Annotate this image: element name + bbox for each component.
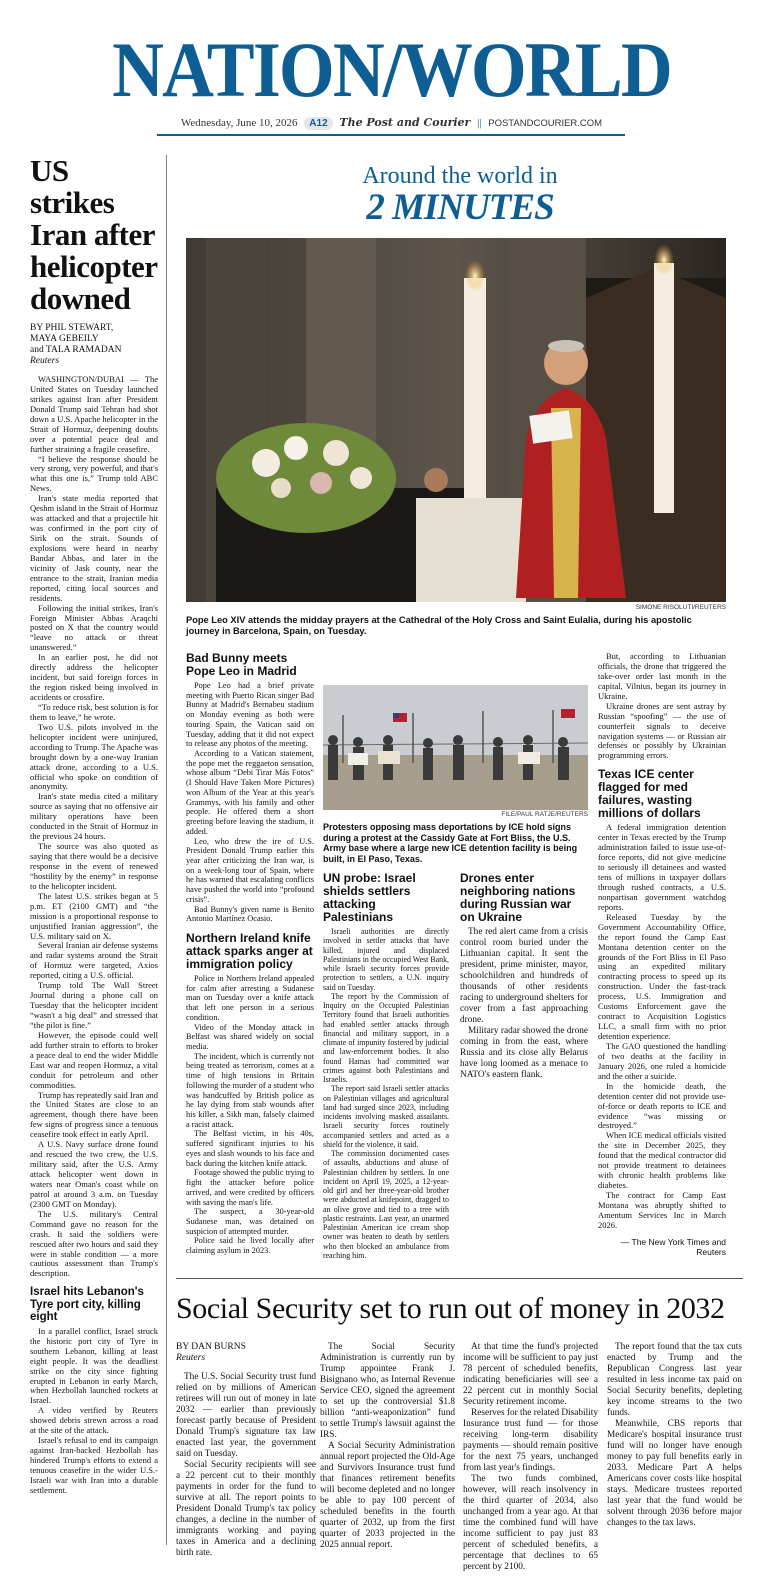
paragraph: A federal immigration detention center in Texas erected by the Trump administration failed to issue use-of-force reports, did not give medicine to seriously ill detainees and wasted tens of millions in taxpayer dollars through rushed contracts, a U.S. nonpartisan government watchdog reports.: [598, 822, 726, 912]
dateline: [0, 116, 783, 130]
feature-kicker: Around the world in: [362, 163, 558, 189]
paragraph: Social Security recipients will see a 22 percent cut to their monthly payments in order for the fund to survive at all. The report points to President Donald Trump's tax policy changes, a decline in the number of immigrants working and paying taxes in America and a declining birth rate.: [176, 1460, 316, 1558]
newspaper-name: The Post and Courier: [339, 116, 471, 129]
section-title: NATION/WORLD: [112, 26, 671, 113]
photo-credit: SIMONE RISOLUTI/REUTERS: [635, 604, 726, 611]
paragraph: According to a Vatican statement, the pope met the reggaeton sensation, whose album “Debi Tirar Más Fotos” (I Should Have Taken More Pictures) won Album of the Year at this year's Grammys, with his family and other people. He offered them a short greeting before leaving the stadium, it added.: [186, 749, 314, 836]
social-security-col-3: [463, 1342, 598, 1573]
northern-ireland-body: [186, 974, 314, 1256]
paragraph: In a parallel conflict, Israel struck the historic port city of Tyre in southern Lebanon, killing at least eight people. It was the deadliest strike on the city since fighting erupted in Lebanon in early March, when Hezbollah launched rockets at Israel.: [30, 1325, 158, 1406]
paragraph: The U.S. Social Security trust fund relied on by millions of American retirees will run out of money in late 2032 — earlier than previously forecast partly because of President Donald Trump's signature tax law enacted last year, the government said on Tuesday.: [176, 1372, 316, 1459]
bad-bunny-headline[interactable]: Bad Bunny meets Pope Leo in Madrid: [186, 651, 297, 678]
ss-body-part: [463, 1342, 598, 1573]
paragraph: Several Iranian air defense systems and radar systems around the Strait of Hormuz were targeted, Axios reported, citing a U.S. official.: [30, 940, 158, 981]
lead-subheadline: Israel hits Lebanon's Tyre port city, killing eight: [30, 1286, 144, 1324]
website[interactable]: POSTANDCOURIER.COM: [488, 118, 603, 129]
paragraph: Police in Northern Ireland appealed for calm after arresting a Sudanese man on Tuesday over a knife attack that left one person in a serious condition.: [186, 973, 314, 1022]
ss-body-part: [176, 1372, 316, 1559]
paragraph: Trump has repeatedly said Iran and the United States are close to an agreement, though there have been few signs of progress since a tenuous ceasefire took effect in early April.: [30, 1089, 158, 1140]
paragraph: Ukraine drones are sent astray by Russian “spoofing” — the use of counterfeit signals to deceive navigation systems — or Russian air defenses or possibly by Ukrainian programming errors.: [598, 700, 726, 761]
ice-protest-photo[interactable]: [323, 685, 588, 810]
ss-byline-source: Reuters: [176, 1353, 206, 1363]
wire-credit: — The New York Times and Reuters: [620, 1236, 726, 1257]
paragraph: Trump told The Wall Street Journal during a phone call on Tuesday that the helicopter incident “wasn't a big deal” and stressed that “the pilot is fine.”: [30, 980, 158, 1030]
paragraph: “I believe the response should be very strong, very powerful, and that's what this one is,” Trump told ABC News.: [30, 453, 158, 494]
drones-headline[interactable]: Drones enter neighboring nations during Russian war on Ukraine: [460, 871, 576, 924]
ice-photo-caption: Protesters opposing mass deportations by ICE hold signs during a protest at the Cassidy Gate at Fort Bliss, the U.S. Army base where a large new ICE detention facility is being built, in El Paso, Texas.: [323, 822, 578, 864]
paragraph: Following the initial strikes, Iran's Foreign Minister Abbas Araqchi posted on X that the country would “leave no attack or threat unanswered.”: [30, 602, 158, 653]
paragraph: However, the episode could well add further strain to efforts to broker a peace deal to end the wider Middle East war and reopen Hormuz, a vital conduit for petroleum and other commodities.: [30, 1029, 158, 1090]
drones-body: [460, 927, 588, 1081]
paragraph: But, according to Lithuanian officials, the drone that triggered the take-over order last month in the capital, Vilnius, began its journey in Ukraine.: [598, 651, 726, 701]
paragraph: Police said he lived locally after claiming asylum in 2023.: [186, 1236, 314, 1256]
paragraph: The report said Israeli settler attacks on Palestinian villages and agricultural land had surged since 2023, including incidents involving masked assailants. Israeli security forces routinely accompanied settlers and acted as a shield for the violence, it said.: [323, 1084, 449, 1149]
social-security-col-1: [176, 1342, 316, 1559]
paragraph: A video verified by Reuters showed debris strewn across a road at the site of the attack.: [30, 1405, 158, 1436]
un-probe-body: [323, 927, 449, 1260]
lead-story: [30, 155, 158, 1496]
lead-headline[interactable]: US strikes Iran after helicopter downed: [30, 153, 158, 316]
paragraph: The source was also quoted as saying that there would be a decisive response in the event of renewed “hostility by the enemy” in response to the helicopter incident.: [30, 841, 158, 891]
briefs-column-1: [186, 652, 314, 1256]
social-security-col-2: [320, 1342, 455, 1551]
paragraph: In the homicide death, the detention center did not provide use-of-force or death reports to ICE and evidence “was missing or destroyed.”: [598, 1080, 726, 1131]
pope-photo[interactable]: [186, 238, 726, 602]
lead-sub-body: [30, 1327, 158, 1496]
northern-ireland-headline[interactable]: Northern Ireland knife attack sparks anger at immigration policy: [186, 930, 313, 971]
paragraph: The GAO questioned the handling of two deaths at the facility in January 2026, one ruled a homicide and the other a suicide.: [598, 1040, 726, 1081]
social-security-headline[interactable]: Social Security set to run out of money in 2032: [176, 1292, 725, 1325]
paragraph: “To reduce risk, best solution is for them to leave,” he wrote.: [30, 701, 158, 722]
drones-continued: [598, 652, 726, 761]
paragraph: The contract for Camp East Montana was abruptly shifted to Amentum Services Inc in March 2026.: [598, 1190, 726, 1230]
paragraph: Video of the Monday attack in Belfast was shared widely on social media.: [186, 1022, 314, 1051]
photo-caption: Pope Leo XIV attends the midday prayers at the Cathedral of the Holy Cross and Saint Eulalia, during his apostolic journey in Barcelona, Spain, on Tuesday.: [186, 615, 692, 636]
byline-line: BY PHIL STEWART,: [30, 323, 114, 333]
ss-body-part: [607, 1342, 742, 1529]
texas-ice-body: [598, 823, 726, 1230]
ss-body-part: [320, 1342, 455, 1551]
paragraph: At that time the fund's projected income will be sufficient to pay just 78 percent of scheduled benefits, indicating beneficiaries will see a 22 percent cut in monthly Social Security retirement income.: [463, 1342, 598, 1407]
paragraph: When ICE medical officials visited the site in December 2025, they found that the medical contractor did not provide treatment to detainees with chronic health problems like diabetes.: [598, 1130, 726, 1191]
paragraph: The report found that the tax cuts enacted by Trump and the Republican Congress last year resulted in less income tax paid on Social Security benefits, depleting key income streams to the two funds.: [607, 1342, 742, 1418]
paragraph: Reserves for the related Disability Insurance trust fund — for those receiving long-term disability payments — should remain positive for the next 75 years, unchanged from last year's findings.: [463, 1408, 599, 1473]
paragraph: In an earlier post, he did not directly address the helicopter incident, but said foreign forces in the region risked being involved in accidents or crossfire.: [30, 652, 158, 702]
paragraph: The report by the Commission of Inquiry on the Occupied Palestinian Territory found that Israeli authorities had enabled settler attacks through financial and military support, in a climate of impunity fostered by judicial and law-enforcement bodies. It also found Hamas had committed war crimes against both Palestinians and Israelis.: [323, 991, 449, 1084]
paragraph: Israel's refusal to end its campaign against Iran-backed Hezbollah has hindered Trump's efforts to extend a tenuous ceasefire in the wider U.S.-Israeli war with Iran into a durable settlement.: [30, 1435, 158, 1495]
byline-line: MAYA GEBEILY: [30, 334, 99, 344]
paragraph: The latest U.S. strikes began at 5 p.m. ET (2100 GMT) and “the mission is a proportional response to unjustified Iranian aggression”, the U.S. military said on X.: [30, 890, 158, 941]
paragraph: The red alert came from a crisis control room buried under the Lithuanian capital. It sent the president, prime minister, mayor, schoolchildren and hundreds of thousands of other residents racing to underground shelters for cover from a fast approaching drone.: [460, 927, 588, 1025]
paragraph: Israeli authorities are directly involved in settler attacks that have killed, injured and displaced Palestinians in the occupied West Bank, while Israeli security forces provide protection to settlers, a U.N. inquiry said on Tuesday.: [323, 927, 449, 992]
paragraph: Leo, who drew the ire of U.S. President Donald Trump earlier this year after criticizing the Iran war, is on a week-long tour of Spain, where he has warned that escalating conflicts have pushed the world into “profound crisis”.: [186, 836, 314, 904]
issue-date: Wednesday, June 10, 2026: [180, 117, 298, 129]
paragraph: The Belfast victim, in his 40s, suffered significant injuries to his eyes and slash wounds to his face and back during the kitchen knife attack.: [186, 1129, 314, 1168]
feature-title: 2 MINUTES: [366, 187, 554, 228]
byline: [30, 323, 158, 356]
social-security-col-4: [607, 1342, 742, 1529]
paragraph: Two U.S. pilots involved in the helicopter incident were uninjured, according to Trump. The Apache was brought down by a one-way Iranian attack drone, according to a U.S. official who spoke on condition of anonymity.: [30, 721, 158, 792]
paragraph: The suspect, a 30-year-old Sudanese man, was detained on suspicion of attempted murder.: [186, 1207, 314, 1236]
section-rule: [176, 1278, 743, 1279]
paragraph: The incident, which is currently not being treated as terrorism, comes at a time of high tensions in Britain following the murder of a student who was handcuffed by British police as he lay dying from stab wounds after his killer, a Sikh man, falsely claimed a racist attack.: [186, 1051, 314, 1129]
paragraph: The Social Security Administration is currently run by Trump appointee Frank J. Bisignano who, as Internal Revenue Service CEO, signed the agreement to set up the controversial $1.8 billion “anti-weaponization” fund to settle Trump's lawsuit against the IRS.: [320, 1342, 455, 1440]
texas-ice-headline[interactable]: Texas ICE center flagged for med failures, wasting millions of dollars: [598, 767, 701, 821]
paragraph: Pope Leo had a brief private meeting with Puerto Rican singer Bad Bunny at Madrid's Bernabeu stadium on Monday evening as both were touring Spain, the Vatican said on Tuesday, adding that it did not expect to release any photos of the meeting.: [186, 681, 314, 749]
paragraph: A Social Security Administration annual report projected the Old-Age and Survivors Insurance trust fund that finances retirement benefits will become depleted and no longer be able to pay 100 percent of scheduled benefits in the fourth quarter of 2032, up from the first quarter of 2033 projected in the 2025 annual report.: [320, 1441, 455, 1550]
ice-photo-credit: FILE/PAUL RATJE/REUTERS: [501, 811, 588, 818]
un-probe-headline[interactable]: UN probe: Israel shields settlers attacking Palestinians: [323, 871, 416, 924]
masthead-rule: [157, 134, 625, 136]
paragraph: Released Tuesday by the Government Accountability Office, the report found the Camp East Montana detention center on the grounds of the Fort Bliss in El Paso using an expedited military contracting process to speed up its construction. Under the fast-track process, U.S. Immigration and Customs Enforcement gave the contract to Acquisition Logistics LLC, a small firm with no prior detention experience.: [598, 911, 726, 1041]
bad-bunny-body: [186, 681, 314, 924]
separator: ||: [477, 117, 482, 129]
lead-body: [30, 375, 158, 1279]
byline-line: and TALA RAMADAN: [30, 345, 122, 355]
un-probe-column: [323, 872, 449, 1260]
paragraph: Iran's state media cited a military source as saying that no offensive air military operations have been conducted in the Strait of Hormuz in the previous 24 hours.: [30, 791, 158, 842]
paragraph: The commission documented cases of assaults, abductions and abuse of Palestinian children by settlers. In one incident on April 19, 2025, a 12-year-old girl and her three-year-old brother were abducted at knifepoint, dragged to an olive grove and tied to a tree with plastic restraints. Last year, an unarmed Palestinian American ice cream shop owner was beaten to death by settlers who then blocked an ambulance from reaching him.: [323, 1149, 449, 1260]
paragraph: Meanwhile, CBS reports that Medicare's hospital insurance trust fund will no longer have enough money to pay full benefits early in 2033. Medicare Part A helps Americans cover costs like hospital stays. Medicare trustees reported last year that the fund would be solvent through 2036 before major changes to the tax laws.: [607, 1419, 742, 1528]
paragraph: WASHINGTON/DUBAI — The United States on Tuesday launched strikes against Iran after President Donald Trump said Tehran had shot down a U.S. Apache helicopter in the Strait of Hormuz, deepening doubts over a potential peace deal and further straining a fragile ceasefire.: [30, 374, 158, 454]
paragraph: The two funds combined, however, will reach insolvency in the third quarter of 2034, also unchanged from a year ago. At that time the combined fund will have income sufficient to pay just 83 percent of scheduled benefits, a percentage that declines to 65 percent by 2100.: [463, 1474, 598, 1572]
page-number-badge: A12: [304, 117, 332, 130]
paragraph: Footage showed the public trying to fight the attacker before police arrived, and were credited by officers with saving the man's life.: [186, 1168, 314, 1207]
paragraph: A U.S. Navy surface drone found and rescued the two crew, the U.S. military said, after the U.S. Army attack helicopter went down in waters near Oman's coast while on patrol at around 3 a.m. on Tuesday (2300 GMT on Monday).: [30, 1139, 158, 1209]
byline-source: Reuters: [30, 356, 60, 366]
paragraph: Bad Bunny's given name is Benito Antonio Martínez Ocasio.: [186, 904, 314, 924]
texas-ice-column: [598, 652, 726, 1257]
ss-byline: BY DAN BURNS: [176, 1342, 246, 1352]
paragraph: Iran's state media reported that Qeshm island in the Strait of Hormuz was attacked and that a projectile hit was confirmed in the port city of Sirik on the strait. Sounds of explosions were heard in nearby Bandar Abbas, and later in the vicinity of Jask county, near the entrance to the strait, Iranian media reported, citing local sources and residents.: [30, 493, 158, 603]
paragraph: The U.S. military's Central Command gave no reason for the crash. It said the soldiers were rescued after two hours and said they were in stable condition — a more cautious assessment than Trump's description.: [30, 1208, 158, 1279]
column-divider: [166, 155, 167, 1545]
paragraph: Military radar showed the drone coming in from the east, where Russia and its close ally Belarus have long loomed as a menace to NATO's eastern flank.: [460, 1026, 588, 1080]
drones-column: [460, 872, 588, 1081]
